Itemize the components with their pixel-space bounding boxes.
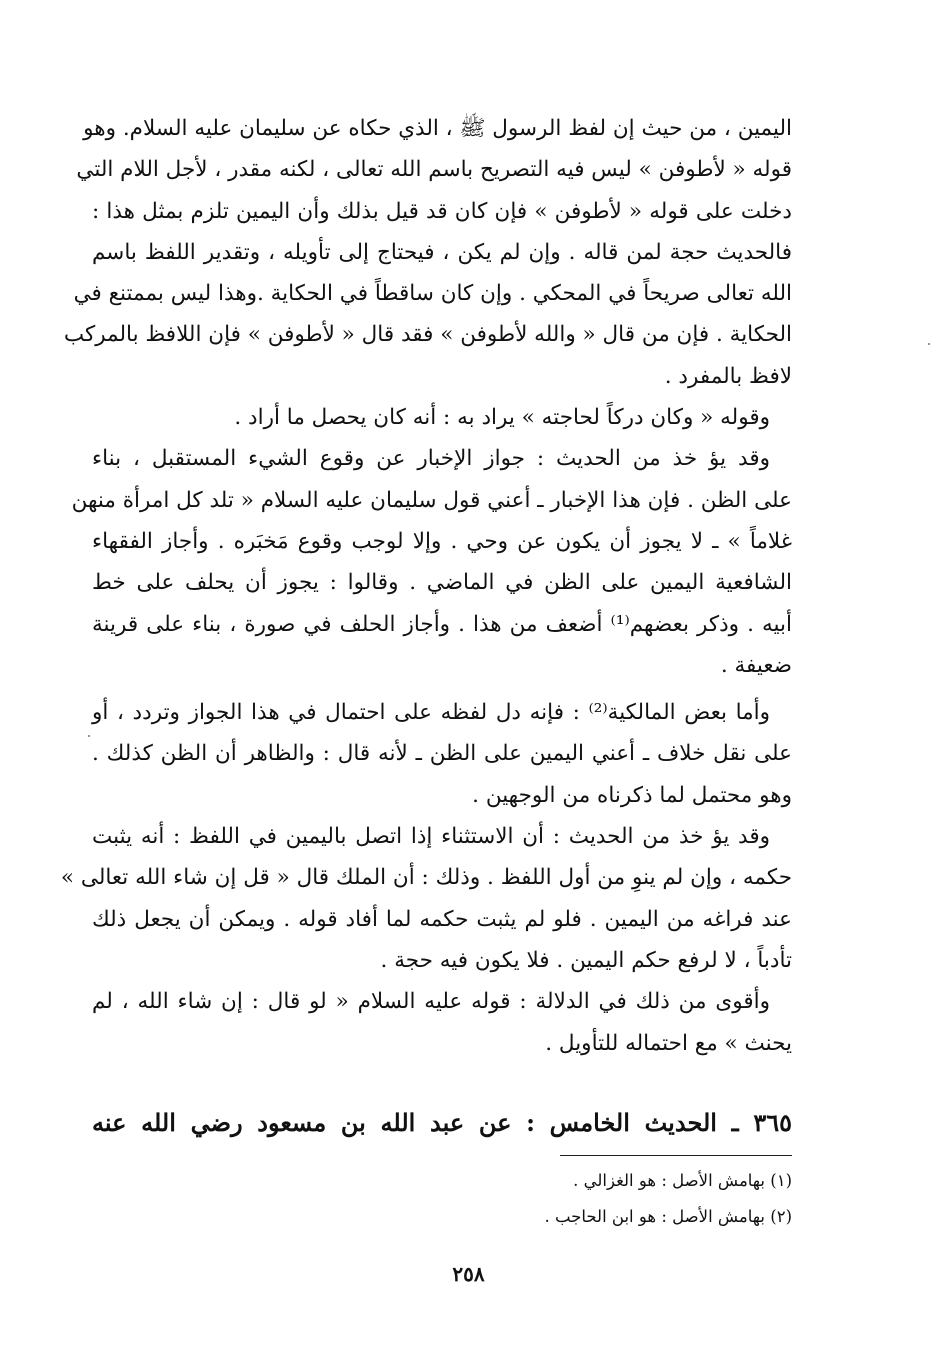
footnote: (٢) بهامش الأصل : هو ابن الحاجب . — [544, 1207, 792, 1226]
text-line: لافظ بالمفرد . — [664, 363, 792, 389]
text-line: غلاماً » ـ لا يجوز أن يكون عن وحي . وإلا لوجب وقوع مَخبَره . وأجاز الفقهاء — [92, 528, 792, 554]
text-line: على نقل خلاف ـ أعني اليمين على الظن ـ لأنه قال : والظاهر أن الظن كذلك . — [92, 741, 792, 767]
paragraph — [60, 816, 792, 981]
text-line: الله تعالى صريحاً في المحكي . وإن كان ساقطاً في الحكاية .وهذا ليس بممتنع في — [73, 281, 792, 307]
text-line: وقوله « وكان دركاً لحاجته » يراد به : أنه كان يحصل ما أراد . — [234, 405, 770, 431]
text-line: عند فراغه من اليمين . فلو لم يثبت حكمه لما أفاد قوله . ويمكن أن يجعل ذلك — [92, 906, 792, 932]
text-line: أبيه . وذكر بعضهم⁽¹⁾ أضعف من هذا . وأجاز الحلف في صورة ، بناء على قرينة — [92, 611, 792, 637]
text-line: وأما بعض المالكية⁽²⁾ : فإنه دل لفظه على احتمال في هذا الجواز وتردد ، أو — [92, 700, 770, 726]
main-text — [60, 108, 792, 1064]
paragraph — [63, 108, 792, 397]
paragraph — [92, 981, 792, 1064]
text-line: يحنث » مع احتماله للتأويل . — [545, 1030, 792, 1056]
paragraph — [92, 397, 792, 438]
text-line: وقد يؤ خذ من الحديث : جواز الإخبار عن وقوع الشيء المستقبل ، بناء — [92, 446, 770, 472]
scan-speck — [928, 343, 930, 345]
footnotes — [400, 1163, 792, 1235]
page-number: ٢٥٨ — [452, 1262, 485, 1286]
text-line: تأدباً ، لا لرفع حكم اليمين . فلا يكون فيه حجة . — [380, 947, 792, 973]
text-line: الشافعية اليمين على الظن في الماضي . وقالوا : يجوز أن يحلف على خط — [92, 570, 792, 596]
scan-speck — [88, 735, 90, 737]
text-line: حكمه ، وإن لم ينوِ من أول اللفظ . وذلك : أن الملك قال « قل إن شاء الله تعالى » — [60, 865, 792, 891]
text-line: وهو محتمل لما ذكرناه من الوجهين . — [472, 782, 792, 808]
text-line: ضعيفة . — [720, 652, 792, 678]
text-line: فالحديث حجة لمن قاله . وإن لم يكن ، فيحتاج إلى تأويله ، وتقدير اللفظ باسم — [92, 239, 792, 265]
text-line: الحكاية . فإن من قال « والله لأطوفن » فقد قال « لأطوفن » فإن اللافظ بالمركب — [63, 322, 792, 348]
text-line: قوله « لأطوفن » ليس فيه التصريح باسم الله تعالى ، لكنه مقدر ، لأجل اللام التي — [76, 157, 792, 183]
text-line: دخلت على قوله « لأطوفن » فإن كان قد قيل بذلك وأن اليمين تلزم بمثل هذا : — [92, 198, 792, 224]
footnote: (١) بهامش الأصل : هو الغزالي . — [573, 1171, 792, 1190]
text-line: اليمين ، من حيث إن لفظ الرسول ﷺ ، الذي حكاه عن سليمان عليه السلام. وهو — [83, 116, 792, 141]
paragraph — [92, 692, 792, 816]
text-line: وأقوى من ذلك في الدلالة : قوله عليه السلام « لو قال : إن شاء الله ، لم — [92, 989, 770, 1015]
text-line: على الظن . فإن هذا الإخبار ـ أعني قول سليمان عليه السلام « تلد كل امرأة منهن — [71, 487, 792, 513]
paragraph — [71, 438, 792, 686]
footnote-divider — [560, 1155, 792, 1156]
text-line: وقد يؤ خذ من الحديث : أن الاستثناء إذا اتصل باليمين في اللفظ : أنه يثبت — [92, 824, 770, 850]
hadith-heading: ٣٦٥ ـ الحديث الخامس : عن عبد الله بن مسعود رضي الله عنه — [92, 1108, 792, 1137]
